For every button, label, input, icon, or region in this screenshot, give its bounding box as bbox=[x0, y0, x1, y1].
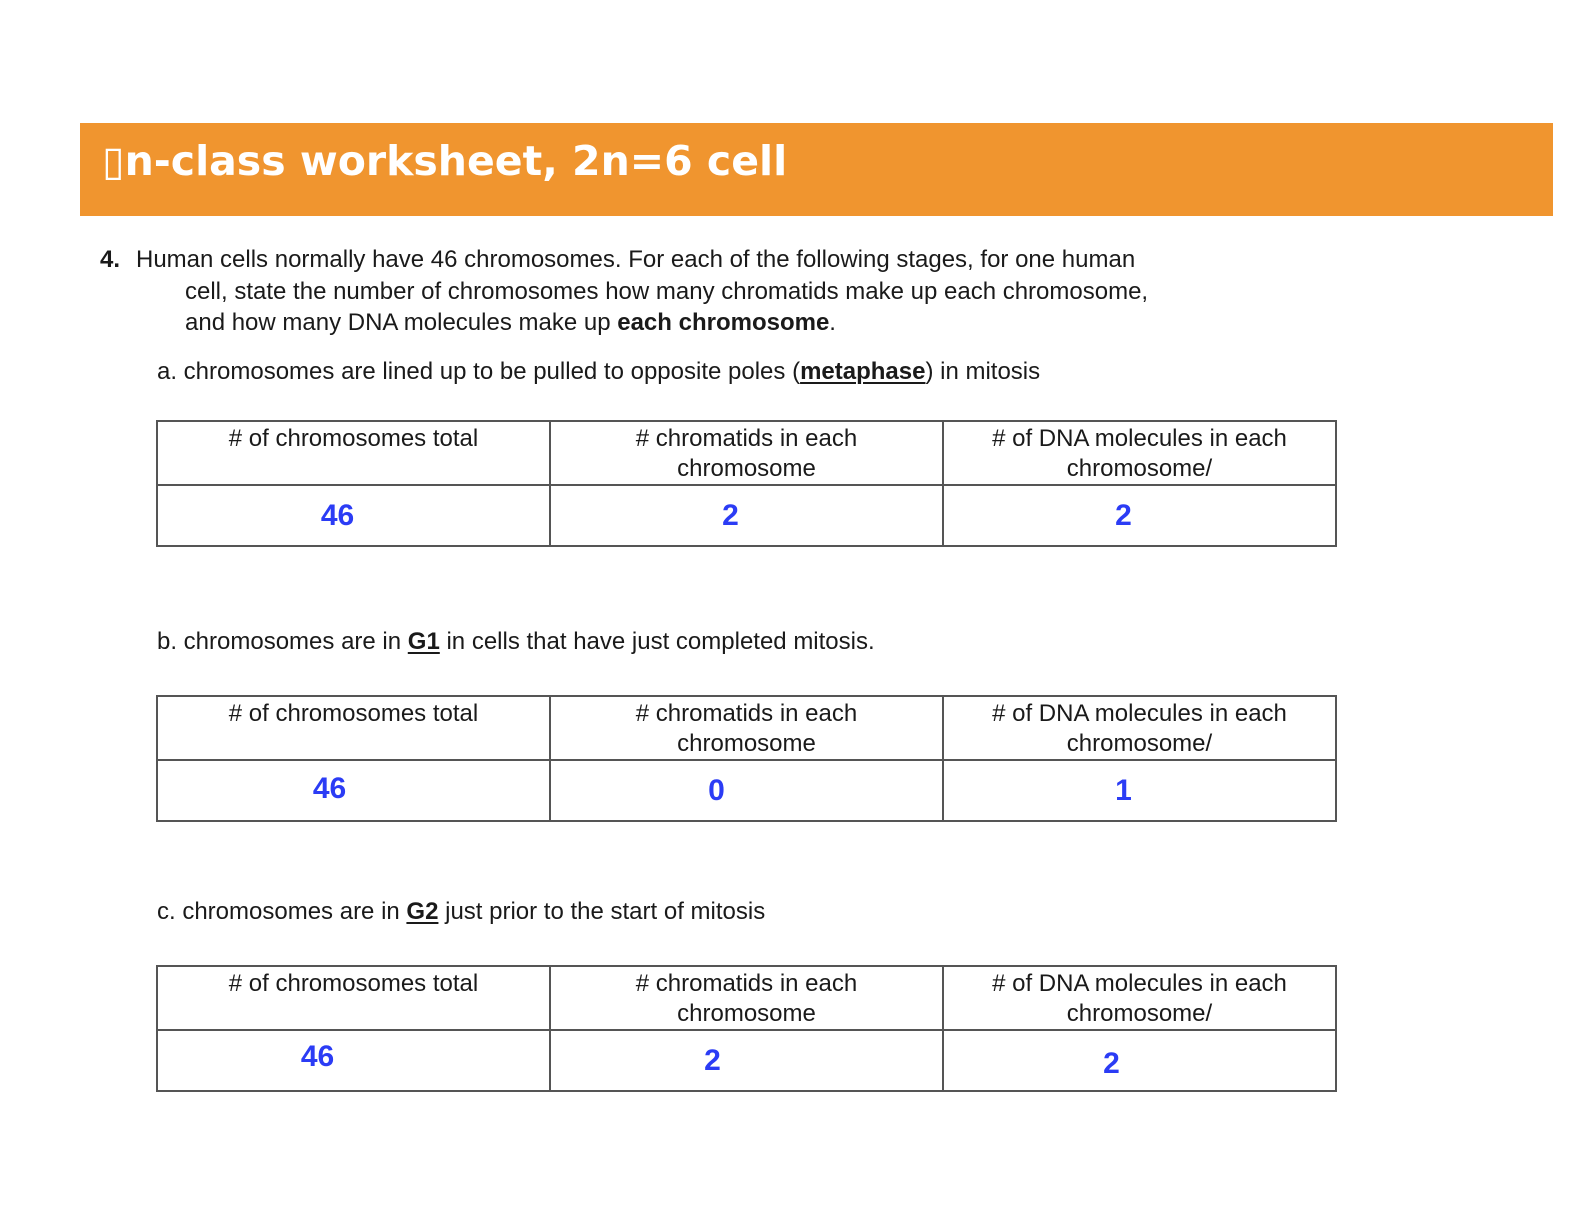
answer-chromatids[interactable] bbox=[550, 485, 943, 546]
table-header-row bbox=[157, 696, 1336, 760]
header-dna-line1: # of DNA molecules in each bbox=[992, 425, 1287, 452]
part-a-table bbox=[156, 420, 1337, 547]
table-header-row bbox=[157, 421, 1336, 485]
answer-value: 2 bbox=[704, 1043, 721, 1077]
answer-value: 2 bbox=[722, 498, 739, 532]
header-dna-line2: chromosome/ bbox=[1066, 1000, 1213, 1027]
answer-value: 46 bbox=[300, 1039, 335, 1073]
answer-chromatids[interactable] bbox=[550, 760, 943, 821]
answer-chromosomes-total[interactable] bbox=[157, 1030, 550, 1091]
table-answer-row bbox=[157, 1030, 1336, 1091]
question-number: 4. bbox=[100, 246, 121, 273]
part-c-table bbox=[156, 965, 1337, 1092]
part-a-term: metaphase bbox=[800, 358, 926, 385]
header-dna-line2: chromosome/ bbox=[1066, 455, 1213, 482]
header-chromatids-line1: # chromatids in each bbox=[635, 700, 858, 727]
header-chromatids-line2: chromosome bbox=[677, 1000, 816, 1027]
header-dna-line2: chromosome/ bbox=[1066, 730, 1213, 757]
question-text-1: Human cells normally have 46 chromosomes. For each of the following stages, for one human bbox=[136, 246, 1136, 273]
answer-dna-molecules[interactable] bbox=[943, 760, 1336, 821]
table-answer-row bbox=[157, 485, 1336, 546]
header-chromosomes-total: # of chromosomes total bbox=[157, 696, 550, 760]
part-c-suffix: just prior to the start of mitosis bbox=[438, 898, 766, 925]
missing-glyph-box: ▯ bbox=[102, 137, 125, 185]
worksheet-title bbox=[102, 137, 787, 185]
answer-dna-molecules[interactable] bbox=[943, 485, 1336, 546]
worksheet-title-text: n-class worksheet, 2n=6 cell bbox=[124, 137, 788, 185]
question-text-3: and how many DNA molecules make up bbox=[185, 309, 618, 336]
answer-value: 1 bbox=[1115, 773, 1132, 807]
title-banner bbox=[80, 123, 1553, 216]
part-b-term: G1 bbox=[407, 628, 440, 655]
answer-value: 46 bbox=[312, 771, 347, 805]
part-c-term: G2 bbox=[406, 898, 439, 925]
question-4 bbox=[100, 244, 1260, 339]
header-chromatids bbox=[550, 696, 943, 760]
answer-chromosomes-total[interactable] bbox=[157, 760, 550, 821]
header-dna-molecules bbox=[943, 421, 1336, 485]
header-chromatids-line1: # chromatids in each bbox=[635, 425, 858, 452]
header-dna-molecules bbox=[943, 696, 1336, 760]
part-b-table bbox=[156, 695, 1337, 822]
header-chromosomes-total: # of chromosomes total bbox=[157, 966, 550, 1030]
part-a-suffix: ) in mitosis bbox=[925, 358, 1041, 385]
header-chromosomes-total: # of chromosomes total bbox=[157, 421, 550, 485]
table-header-row bbox=[157, 966, 1336, 1030]
header-chromatids-line2: chromosome bbox=[677, 730, 816, 757]
question-line-2: cell, state the number of chromosomes how many chromatids make up each chromosome, bbox=[185, 277, 1149, 305]
header-dna-molecules bbox=[943, 966, 1336, 1030]
answer-chromatids[interactable] bbox=[550, 1030, 943, 1091]
question-line-3 bbox=[100, 307, 1260, 339]
answer-chromosomes-total[interactable] bbox=[157, 485, 550, 546]
answer-value: 2 bbox=[1103, 1046, 1120, 1080]
header-chromatids-line2: chromosome bbox=[677, 455, 816, 482]
part-a-prompt bbox=[157, 358, 1040, 386]
part-b-prefix: b. chromosomes are in bbox=[157, 628, 408, 655]
part-c-prefix: c. chromosomes are in bbox=[157, 898, 407, 925]
table-answer-row bbox=[157, 760, 1336, 821]
part-b-prompt bbox=[157, 628, 875, 656]
answer-dna-molecules[interactable] bbox=[943, 1030, 1336, 1091]
answer-value: 2 bbox=[1115, 498, 1132, 532]
question-emphasis: each chromosome bbox=[617, 309, 830, 336]
header-chromatids-line1: # chromatids in each bbox=[635, 970, 858, 997]
part-b-suffix: in cells that have just completed mitosis. bbox=[439, 628, 875, 655]
header-chromatids bbox=[550, 966, 943, 1030]
answer-value: 0 bbox=[708, 773, 725, 807]
header-dna-line1: # of DNA molecules in each bbox=[992, 970, 1287, 997]
header-dna-line1: # of DNA molecules in each bbox=[992, 700, 1287, 727]
answer-value: 46 bbox=[320, 498, 355, 532]
header-chromatids bbox=[550, 421, 943, 485]
question-line-1 bbox=[100, 244, 1260, 276]
question-text-3-end: . bbox=[829, 309, 836, 336]
part-c-prompt bbox=[157, 898, 765, 926]
part-a-prefix: a. chromosomes are lined up to be pulled to opposite poles ( bbox=[157, 358, 801, 385]
